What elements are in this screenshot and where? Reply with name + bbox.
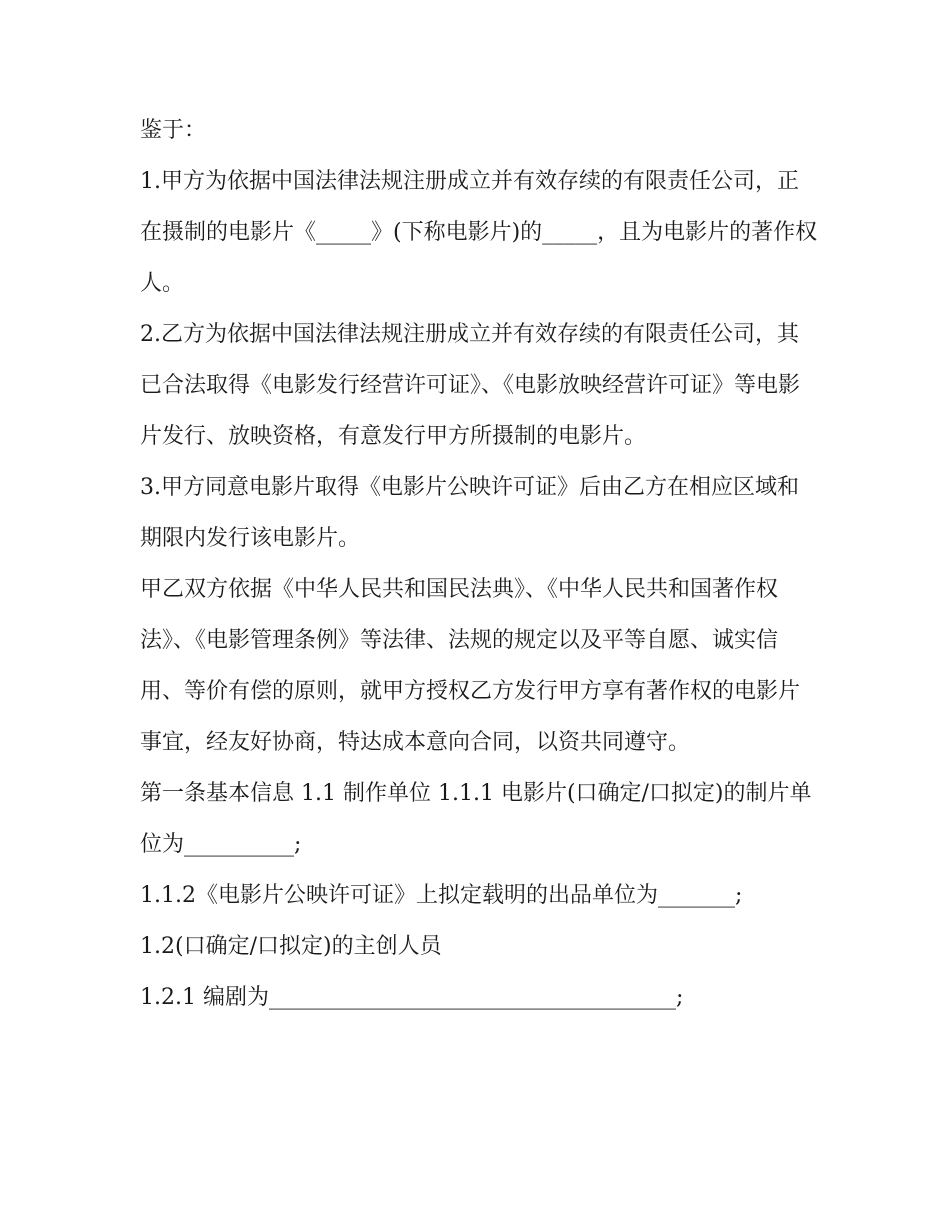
recital-1: 1.甲方为依据中国法律法规注册成立并有效存续的有限责任公司，正在摄制的电影片《_____》(下称电影片)的_____，且为电影片的著作权人。 — [140, 169, 818, 296]
contract-document — [140, 105, 820, 1023]
intro-heading: 鉴于： — [140, 118, 207, 143]
article-1-basic-info: 第一条基本信息 1.1 制作单位 1.1.1 电影片(口确定/口拟定)的制片单位为__________; — [140, 781, 812, 857]
recital-2: 2.乙方为依据中国法律法规注册成立并有效存续的有限责任公司，其已合法取得《电影发行经营许可证》、《电影放映经营许可证》等电影片发行、放映资格，有意发行甲方所摄制的电影片。 — [140, 322, 801, 449]
clause-1-2-1: 1.2.1 编剧为_____________________________________; — [140, 985, 684, 1010]
recital-3: 3.甲方同意电影片取得《电影片公映许可证》后由乙方在相应区域和期限内发行该电影片。 — [140, 475, 799, 551]
clause-1-2: 1.2(口确定/口拟定)的主创人员 — [140, 934, 442, 959]
agreement-paragraph: 甲乙双方依据《中华人民共和国民法典》、《中华人民共和国著作权法》、《电影管理条例》等法律、法规的规定以及平等自愿、诚实信用、等价有偿的原则，就甲方授权乙方发行甲方享有著作权的电影片事宜，经友好协商，特达成本意向合同，以资共同遵守。 — [140, 577, 801, 755]
clause-1-1-2: 1.1.2《电影片公映许可证》上拟定载明的出品单位为_______; — [140, 883, 743, 908]
